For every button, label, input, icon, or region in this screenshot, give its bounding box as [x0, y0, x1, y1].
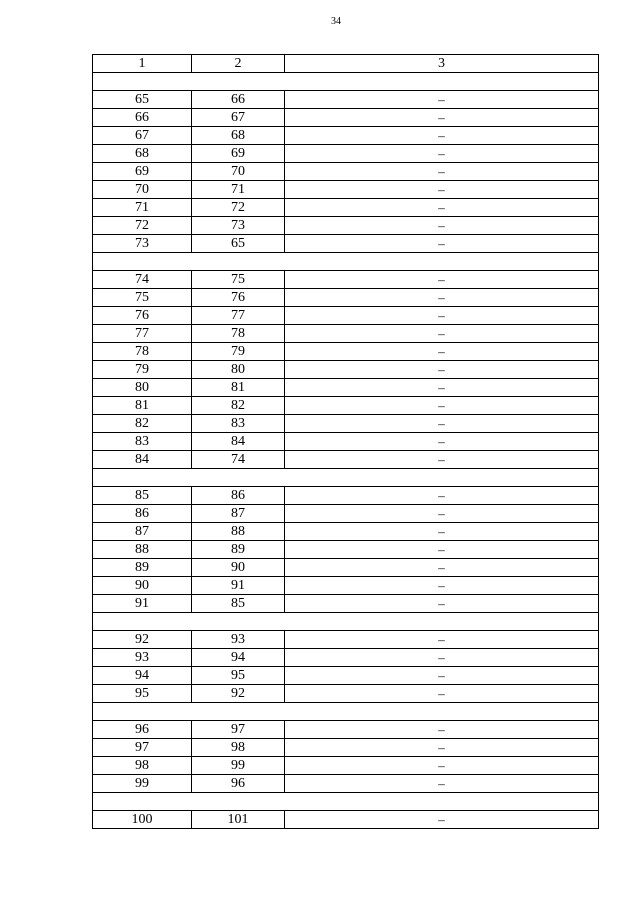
dash-cell: –	[285, 541, 599, 559]
number-cell: 94	[192, 649, 285, 667]
number-cell: 68	[93, 145, 192, 163]
number-cell: 80	[93, 379, 192, 397]
dash-cell: –	[285, 811, 599, 829]
number-cell: 89	[93, 559, 192, 577]
number-cell: 82	[192, 397, 285, 415]
number-cell: 76	[192, 289, 285, 307]
header-cell: 3	[285, 55, 599, 73]
number-cell: 90	[192, 559, 285, 577]
table-row	[93, 415, 599, 433]
number-cell: 79	[93, 361, 192, 379]
dash-cell: –	[285, 163, 599, 181]
dash-cell: –	[285, 559, 599, 577]
table-row	[93, 685, 599, 703]
table-row	[93, 649, 599, 667]
number-cell: 82	[93, 415, 192, 433]
dash-cell: –	[285, 307, 599, 325]
number-cell: 95	[93, 685, 192, 703]
table-row	[93, 757, 599, 775]
table-row	[93, 811, 599, 829]
dash-cell: –	[285, 235, 599, 253]
number-cell: 93	[93, 649, 192, 667]
number-cell: 69	[192, 145, 285, 163]
number-cell: 65	[192, 235, 285, 253]
table-row	[93, 721, 599, 739]
table-row	[93, 127, 599, 145]
number-cell: 77	[192, 307, 285, 325]
table-row	[93, 451, 599, 469]
number-cell: 84	[93, 451, 192, 469]
page-number: 34	[331, 16, 341, 27]
dash-cell: –	[285, 289, 599, 307]
dash-cell: –	[285, 649, 599, 667]
number-cell: 99	[93, 775, 192, 793]
dash-cell: –	[285, 739, 599, 757]
dash-cell: –	[285, 685, 599, 703]
table-row	[93, 775, 599, 793]
number-cell: 79	[192, 343, 285, 361]
table-row	[93, 541, 599, 559]
dash-cell: –	[285, 487, 599, 505]
header-row	[93, 55, 599, 73]
group-separator-row	[93, 253, 599, 271]
dash-cell: –	[285, 397, 599, 415]
number-cell: 85	[192, 595, 285, 613]
table-row	[93, 289, 599, 307]
number-cell: 88	[192, 523, 285, 541]
group-separator-row	[93, 469, 599, 487]
number-cell: 66	[93, 109, 192, 127]
number-cell: 70	[192, 163, 285, 181]
table-row	[93, 109, 599, 127]
number-cell: 97	[93, 739, 192, 757]
table-row	[93, 505, 599, 523]
group-separator-cell	[93, 253, 599, 271]
number-cell: 73	[192, 217, 285, 235]
table-row	[93, 307, 599, 325]
table-row	[93, 397, 599, 415]
number-cell: 67	[192, 109, 285, 127]
number-cell: 72	[93, 217, 192, 235]
dash-cell: –	[285, 595, 599, 613]
dash-cell: –	[285, 631, 599, 649]
table-row	[93, 271, 599, 289]
table-row	[93, 523, 599, 541]
number-cell: 94	[93, 667, 192, 685]
number-cell: 101	[192, 811, 285, 829]
dash-cell: –	[285, 181, 599, 199]
dash-cell: –	[285, 325, 599, 343]
number-cell: 81	[192, 379, 285, 397]
group-separator-cell	[93, 613, 599, 631]
number-cell: 90	[93, 577, 192, 595]
table-row	[93, 667, 599, 685]
number-cell: 71	[192, 181, 285, 199]
dash-cell: –	[285, 379, 599, 397]
table-row	[93, 145, 599, 163]
number-cell: 77	[93, 325, 192, 343]
number-cell: 75	[93, 289, 192, 307]
dash-cell: –	[285, 145, 599, 163]
number-cell: 95	[192, 667, 285, 685]
dash-cell: –	[285, 91, 599, 109]
dash-cell: –	[285, 775, 599, 793]
number-cell: 67	[93, 127, 192, 145]
number-cell: 83	[93, 433, 192, 451]
number-cell: 74	[192, 451, 285, 469]
number-cell: 100	[93, 811, 192, 829]
dash-cell: –	[285, 217, 599, 235]
table-row	[93, 325, 599, 343]
number-cell: 87	[93, 523, 192, 541]
dash-cell: –	[285, 433, 599, 451]
dash-cell: –	[285, 757, 599, 775]
number-cell: 70	[93, 181, 192, 199]
number-cell: 83	[192, 415, 285, 433]
number-cell: 72	[192, 199, 285, 217]
number-cell: 98	[192, 739, 285, 757]
dash-cell: –	[285, 721, 599, 739]
group-separator-row	[93, 73, 599, 91]
number-cell: 78	[93, 343, 192, 361]
dash-cell: –	[285, 667, 599, 685]
table-row	[93, 163, 599, 181]
number-cell: 98	[93, 757, 192, 775]
number-cell: 75	[192, 271, 285, 289]
table-row	[93, 487, 599, 505]
table-row	[93, 199, 599, 217]
number-cell: 97	[192, 721, 285, 739]
number-cell: 80	[192, 361, 285, 379]
table-row	[93, 343, 599, 361]
table-row	[93, 217, 599, 235]
table-row	[93, 181, 599, 199]
table-row	[93, 361, 599, 379]
dash-cell: –	[285, 109, 599, 127]
dash-cell: –	[285, 271, 599, 289]
table-row	[93, 595, 599, 613]
number-cell: 76	[93, 307, 192, 325]
table-body	[93, 55, 599, 829]
number-cell: 91	[192, 577, 285, 595]
header-cell: 1	[93, 55, 192, 73]
group-separator-cell	[93, 703, 599, 721]
number-cell: 92	[192, 685, 285, 703]
table-row	[93, 235, 599, 253]
number-cell: 73	[93, 235, 192, 253]
table-row	[93, 91, 599, 109]
number-cell: 66	[192, 91, 285, 109]
number-cell: 87	[192, 505, 285, 523]
number-cell: 84	[192, 433, 285, 451]
dash-cell: –	[285, 523, 599, 541]
group-separator-cell	[93, 469, 599, 487]
number-cell: 68	[192, 127, 285, 145]
data-table	[92, 54, 599, 829]
group-separator-row	[93, 613, 599, 631]
number-cell: 81	[93, 397, 192, 415]
number-cell: 99	[192, 757, 285, 775]
number-cell: 96	[192, 775, 285, 793]
table-row	[93, 631, 599, 649]
dash-cell: –	[285, 451, 599, 469]
number-cell: 91	[93, 595, 192, 613]
number-cell: 93	[192, 631, 285, 649]
number-cell: 71	[93, 199, 192, 217]
dash-cell: –	[285, 415, 599, 433]
group-separator-row	[93, 793, 599, 811]
dash-cell: –	[285, 577, 599, 595]
number-cell: 86	[192, 487, 285, 505]
number-cell: 69	[93, 163, 192, 181]
table-row	[93, 379, 599, 397]
group-separator-cell	[93, 793, 599, 811]
number-cell: 65	[93, 91, 192, 109]
dash-cell: –	[285, 127, 599, 145]
number-cell: 96	[93, 721, 192, 739]
header-cell: 2	[192, 55, 285, 73]
group-separator-cell	[93, 73, 599, 91]
number-cell: 74	[93, 271, 192, 289]
table-row	[93, 577, 599, 595]
table-row	[93, 559, 599, 577]
number-cell: 88	[93, 541, 192, 559]
group-separator-row	[93, 703, 599, 721]
dash-cell: –	[285, 505, 599, 523]
dash-cell: –	[285, 343, 599, 361]
number-cell: 86	[93, 505, 192, 523]
dash-cell: –	[285, 199, 599, 217]
dash-cell: –	[285, 361, 599, 379]
number-cell: 92	[93, 631, 192, 649]
table-row	[93, 433, 599, 451]
number-cell: 89	[192, 541, 285, 559]
table-row	[93, 739, 599, 757]
number-cell: 78	[192, 325, 285, 343]
number-cell: 85	[93, 487, 192, 505]
